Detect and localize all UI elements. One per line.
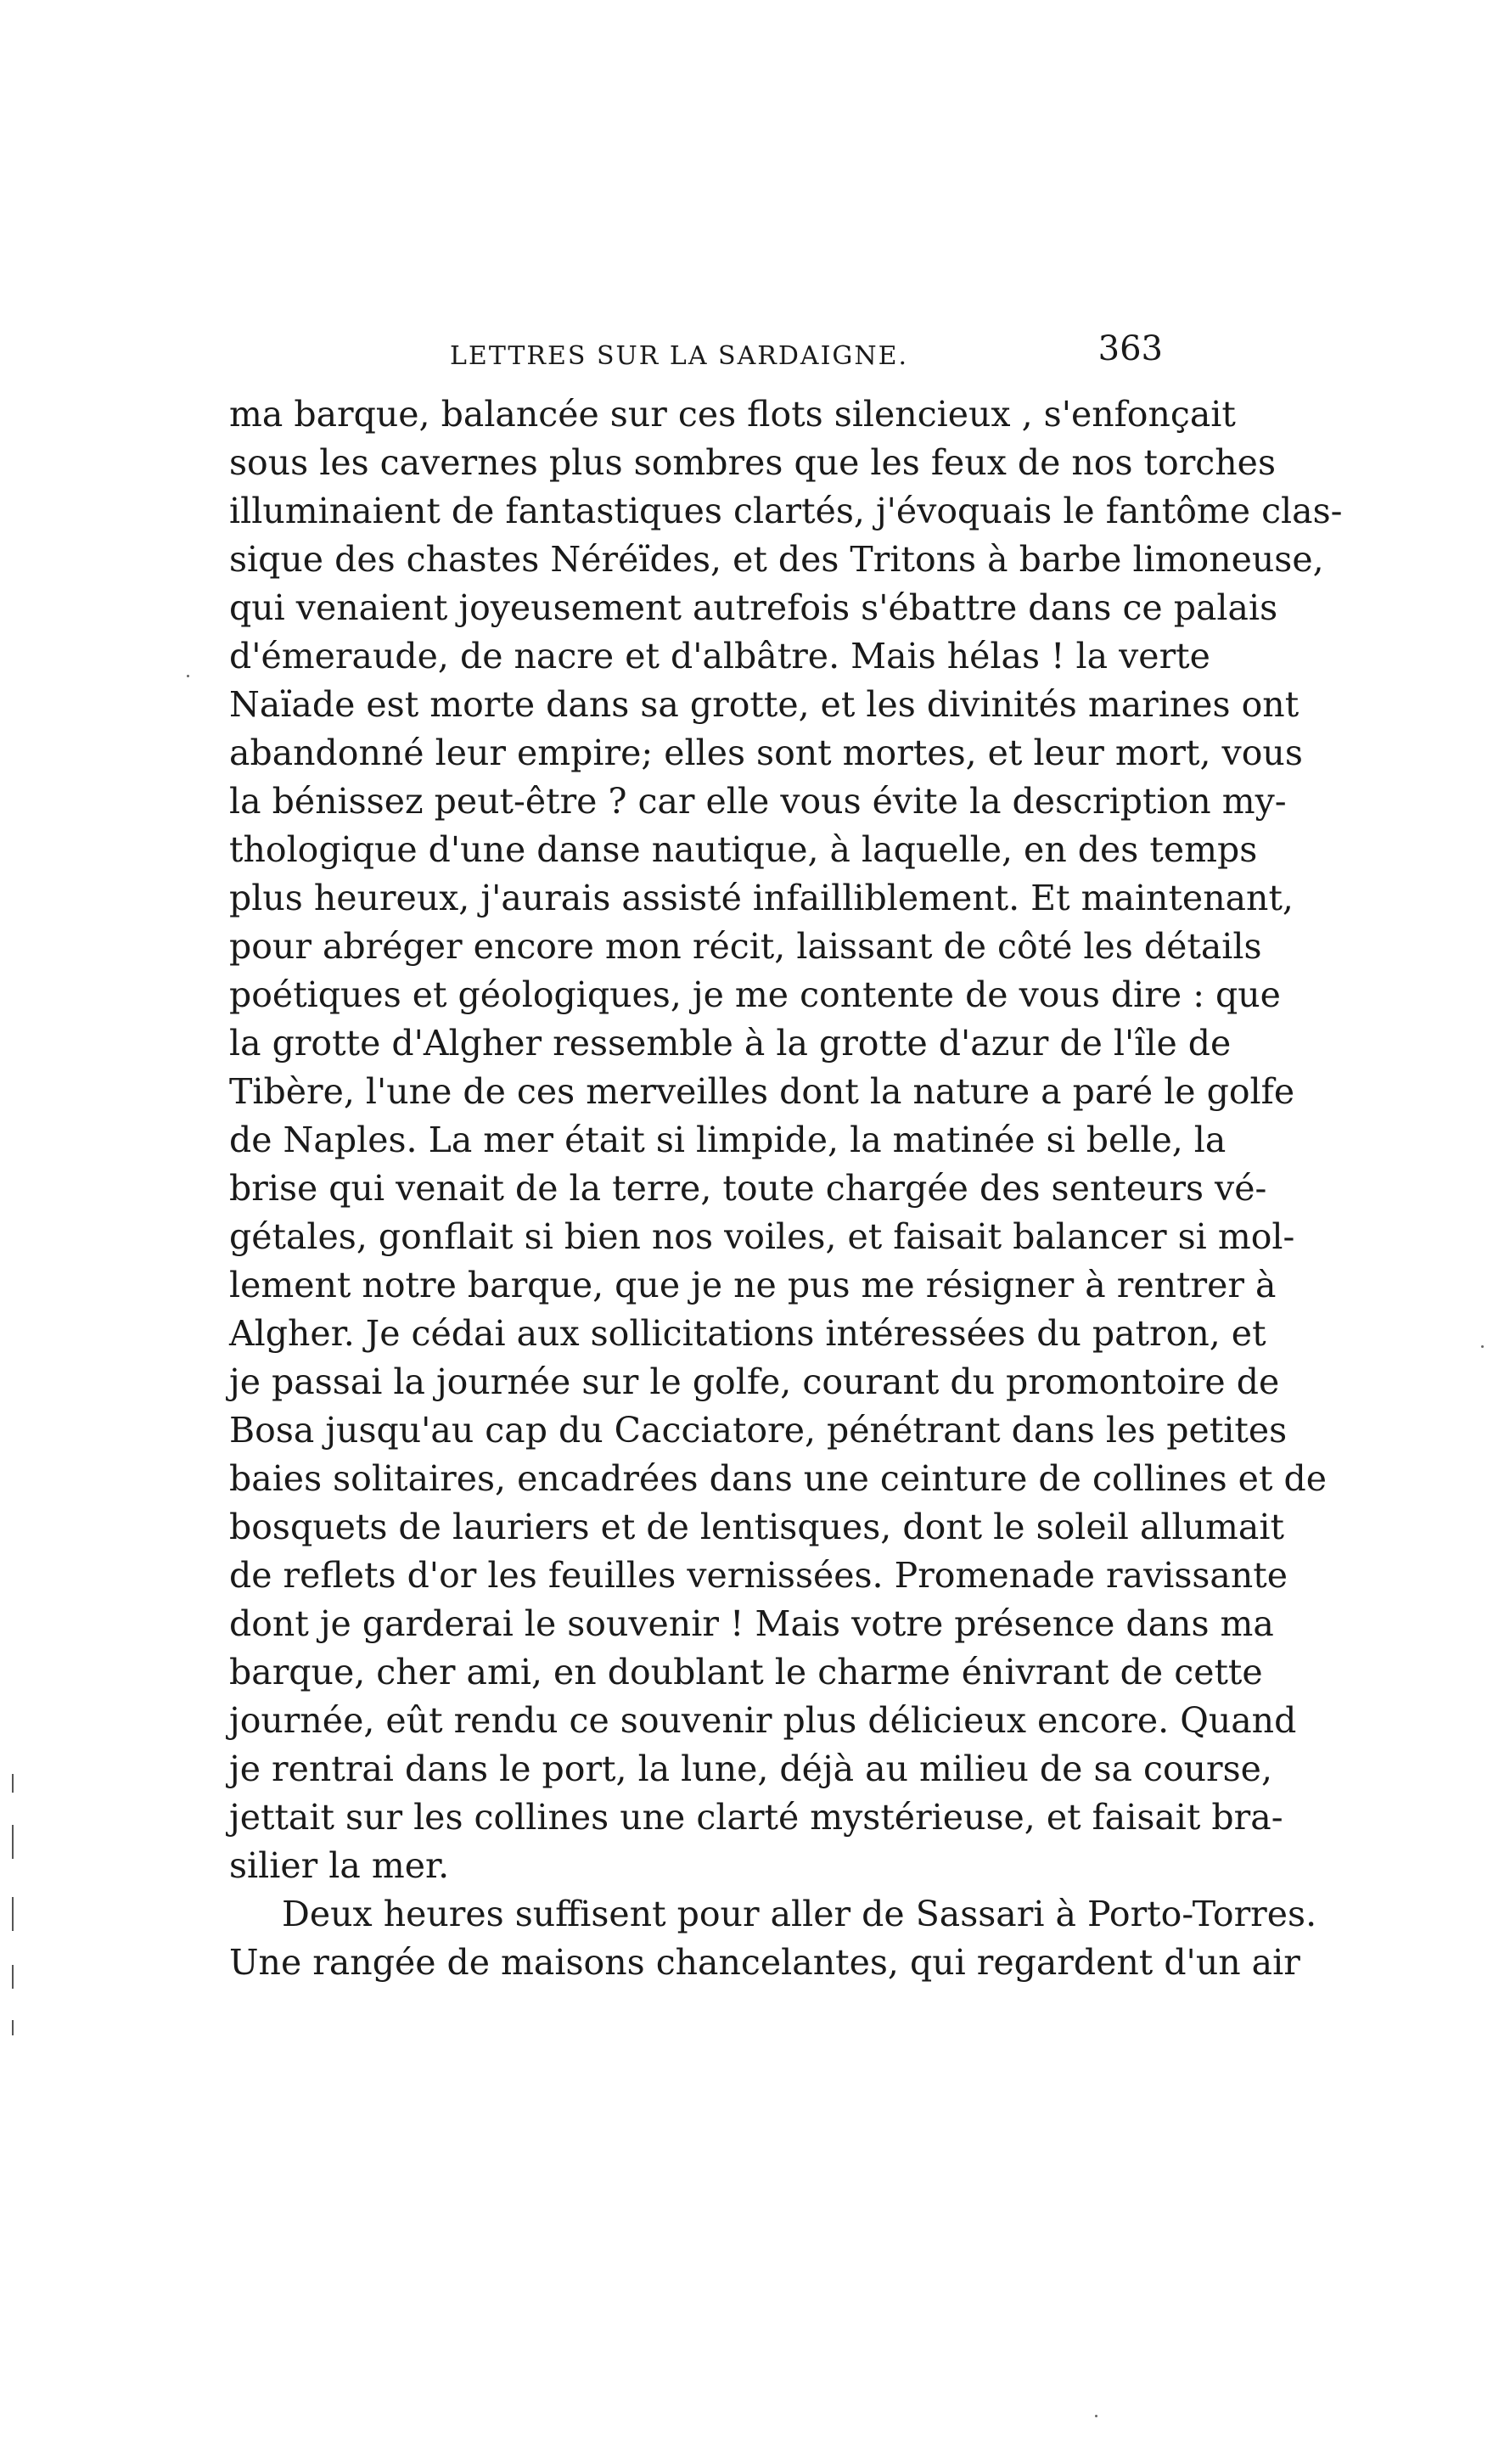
text-line: lement notre barque, que je ne pus me résigner à rentrer à [229,1265,1277,1305]
scan-mark [12,2020,14,2035]
text-line: gétales, gonflait si bien nos voiles, et faisait balancer si mol- [229,1216,1295,1257]
text-line: la bénissez peut-être ? car elle vous évite la description my- [229,781,1287,822]
text-line: Naïade est morte dans sa grotte, et les divinités marines ont [229,684,1299,725]
text-line: barque, cher ami, en doublant le charme énivrant de cette [229,1652,1263,1692]
scan-mark [12,1774,14,1793]
text-line: jettait sur les collines une clarté mystérieuse, et faisait bra- [229,1797,1283,1838]
text-line: brise qui venait de la terre, toute chargée des senteurs vé- [229,1168,1267,1209]
text-line: poétiques et géologiques, je me contente de vous dire : que [229,974,1281,1015]
scan-mark [12,1897,14,1931]
text-line: thologique d'une danse nautique, à laquelle, en des temps [229,829,1258,870]
text-line: qui venaient joyeusement autrefois s'ébattre dans ce palais [229,587,1278,628]
scan-mark [12,1825,14,1859]
text-line: ma barque, balancée sur ces flots silencieux , s'enfonçait [229,394,1236,435]
page-header [450,329,1163,380]
body-text [229,390,1343,1987]
scan-mark [12,1965,14,1989]
text-line: Tibère, l'une de ces merveilles dont la nature a paré le golfe [229,1071,1295,1112]
text-line: Deux heures suffisent pour aller de Sassari à Porto-Torres. [282,1894,1317,1934]
text-line: plus heureux, j'aurais assisté infailliblement. Et maintenant, [229,878,1294,918]
scan-speck [1481,1345,1484,1348]
text-line: journée, eût rendu ce souvenir plus délicieux encore. Quand [229,1700,1297,1741]
text-line: Bosa jusqu'au cap du Cacciatore, pénétrant dans les petites [229,1410,1288,1451]
running-head: LETTRES SUR LA SARDAIGNE. [450,341,909,371]
text-line: Algher. Je cédai aux sollicitations intéressées du patron, et [229,1313,1266,1354]
text-line: abandonné leur empire; elles sont mortes, et leur mort, vous [229,732,1303,773]
page-number: 363 [1097,329,1163,368]
text-line: pour abréger encore mon récit, laissant de côté les détails [229,926,1262,967]
text-line: je passai la journée sur le golfe, courant du promontoire de [229,1361,1280,1402]
text-line: Une rangée de maisons chancelantes, qui regardent d'un air [229,1942,1300,1983]
text-line: d'émeraude, de nacre et d'albâtre. Mais hélas ! la verte [229,636,1210,676]
scan-speck [187,675,189,677]
text-line: illuminaient de fantastiques clartés, j'évoquais le fantôme clas- [229,491,1343,531]
text-line: sique des chastes Néréïdes, et des Tritons à barbe limoneuse, [229,539,1324,580]
text-line: bosquets de lauriers et de lentisques, dont le soleil allumait [229,1507,1284,1547]
text-line: sous les cavernes plus sombres que les feux de nos torches [229,442,1276,483]
text-line: baies solitaires, encadrées dans une ceinture de collines et de [229,1458,1327,1499]
text-line: la grotte d'Algher ressemble à la grotte d'azur de l'île de [229,1023,1232,1064]
text-line: je rentrai dans le port, la lune, déjà au milieu de sa course, [229,1748,1272,1789]
text-line: silier la mer. [229,1845,450,1886]
scan-speck [1095,2415,1097,2417]
text-line: de Naples. La mer était si limpide, la matinée si belle, la [229,1120,1227,1160]
text-line: de reflets d'or les feuilles vernissées. Promenade ravissante [229,1555,1288,1596]
text-line: dont je garderai le souvenir ! Mais votre présence dans ma [229,1603,1274,1644]
